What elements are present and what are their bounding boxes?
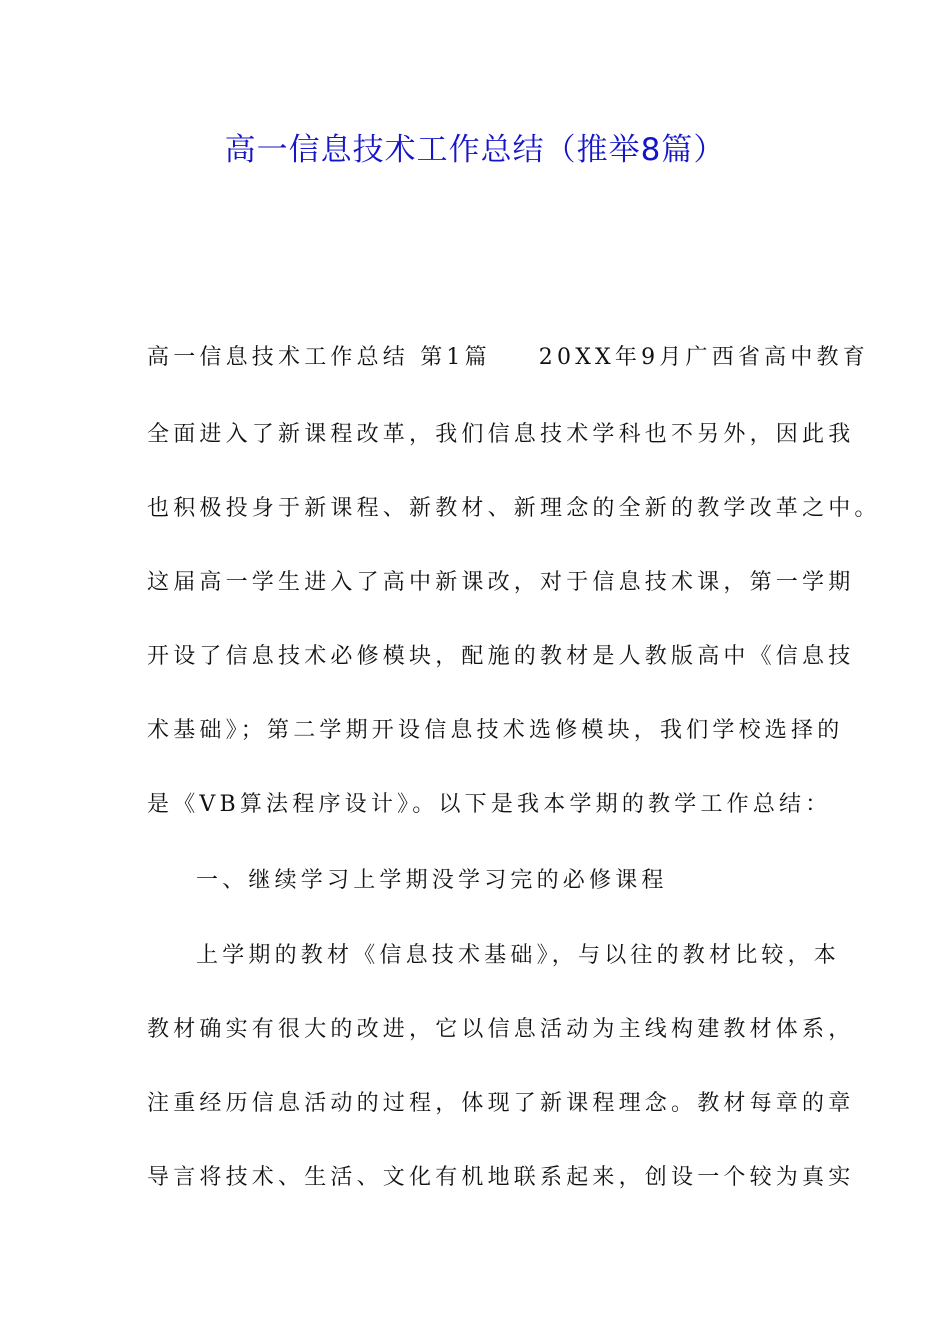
text-line: 这届高一学生进入了高中新课改，对于信息技术课，第一学期	[147, 570, 855, 595]
text-line: 注重经历信息活动的过程，体现了新课程理念。教材每章的章	[147, 1091, 855, 1116]
paragraph-start-line: 上学期的教材《信息技术基础》，与以往的教材比较，本	[196, 943, 841, 968]
text-line: 也积极投身于新课程、新教材、新理念的全新的教学改革之中。	[147, 496, 881, 521]
document-title: 高一信息技术工作总结（推举8篇）	[224, 132, 726, 168]
text-line: 术基础》；第二学期开设信息技术选修模块，我们学校选择的	[147, 718, 844, 743]
text-line: 教材确实有很大的改进，它以信息活动为主线构建教材体系，	[147, 1017, 855, 1042]
section-heading-label: 高一信息技术工作总结 第1篇	[147, 345, 491, 370]
text-line: 开设了信息技术必修模块，配施的教材是人教版高中《信息技	[147, 644, 855, 669]
text-line: 全面进入了新课程改革，我们信息技术学科也不另外，因此我	[147, 422, 855, 447]
text-line: 导言将技术、生活、文化有机地联系起来，创设一个较为真实	[147, 1165, 855, 1190]
text-line-first	[147, 343, 869, 373]
text-line: 是《VB算法程序设计》。以下是我本学期的教学工作总结：	[147, 792, 832, 817]
section-heading: 一、继续学习上学期没学习完的必修课程	[196, 868, 668, 893]
text-line-start: 20XX年9月广西省高中教育	[538, 345, 869, 370]
